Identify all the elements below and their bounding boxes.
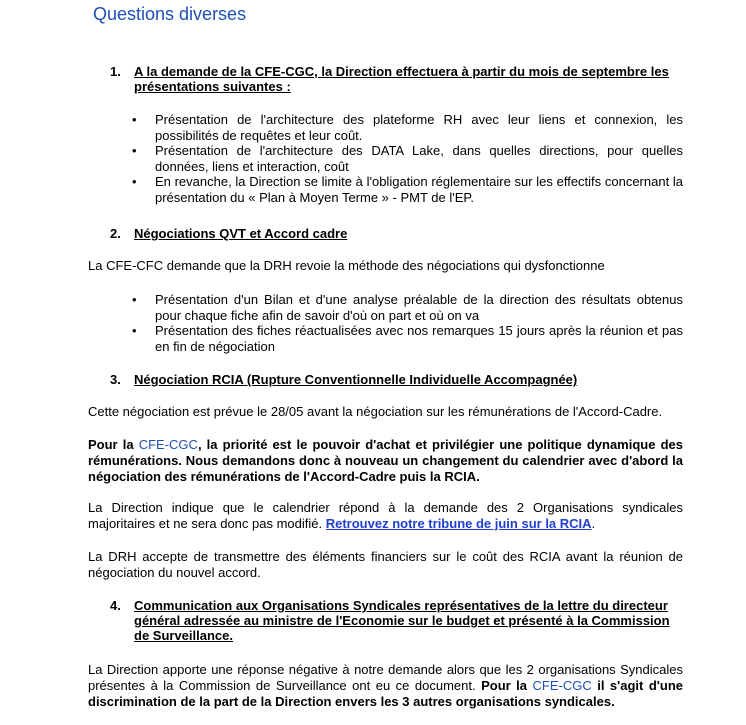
- item-3-number: 3.: [110, 372, 121, 387]
- bullet-icon: •: [132, 174, 137, 189]
- item-3-paragraph-2: Pour la CFE-CGC, la priorité est le pouvoir d'achat et privilégier une politique dynamique des rémunérations. Nous demandons donc à nouveau un changement du calendrier avec d'abord la négociation des rémunérations de l'Accord-Cadre puis la RCIA.: [88, 437, 683, 484]
- item-2-heading-text: Négociations QVT et Accord cadre: [134, 226, 348, 241]
- bullet-icon: •: [132, 292, 137, 307]
- item-1-number: 1.: [110, 64, 121, 79]
- list-item: • Présentation d'un Bilan et d'une analyse préalable de la direction des résultats obtenus pour chaque fiche afin de savoir d'où on part et où on va: [132, 292, 683, 323]
- bullet-icon: •: [132, 323, 137, 338]
- bullet-icon: •: [132, 112, 137, 127]
- cfe-cgc-highlight: CFE-CGC: [138, 437, 198, 452]
- section-title: Questions diverses: [93, 4, 247, 24]
- list-item: • Présentation de l'architecture des plateforme RH avec leur liens et connexion, les possibilités de requêtes et leur coût.: [132, 112, 683, 143]
- item-1-heading-text: A la demande de la CFE-CGC, la Direction effectuera à partir du mois de septembre les présentations suivantes :: [134, 64, 669, 94]
- item-4-heading: [110, 598, 685, 643]
- item-4-heading-text: Communication aux Organisations Syndicales représentatives de la lettre du directeur général adressée au ministre de l'Economie sur le budget et présenté à la Commission de Surveillance.: [134, 598, 670, 643]
- cfe-cgc-highlight: CFE-CGC: [532, 678, 592, 693]
- item-3-paragraph-1: Cette négociation est prévue le 28/05 avant la négociation sur les rémunérations de l'Accord-Cadre.: [88, 404, 663, 419]
- item-4-number: 4.: [110, 598, 121, 613]
- item-3-heading: [110, 372, 685, 387]
- list-item: • Présentation des fiches réactualisées avec nos remarques 15 jours après la réunion et pas en fin de négociation: [132, 323, 683, 354]
- item-2-intro: La CFE-CFC demande que la DRH revoie la méthode des négociations qui dysfonctionne: [88, 258, 605, 273]
- item-3-heading-text: Négociation RCIA (Rupture Conventionnelle Individuelle Accompagnée): [134, 372, 578, 387]
- rcia-tribune-link[interactable]: Retrouvez notre tribune de juin sur la RCIA: [325, 516, 592, 531]
- bullet-icon: •: [132, 143, 137, 158]
- item-2-number: 2.: [110, 226, 121, 241]
- list-item: • Présentation de l'architecture des DATA Lake, dans quelles directions, pour quelles données, liens et interaction, coût: [132, 143, 683, 174]
- item-2-bullet-list: [130, 292, 683, 354]
- list-item: • En revanche, la Direction se limite à l'obligation réglementaire sur les effectifs concernant la présentation du « Plan à Moyen Terme » - PMT de l'EP.: [132, 174, 683, 205]
- item-3-paragraph-4: La DRH accepte de transmettre des éléments financiers sur le coût des RCIA avant la réunion de négociation du nouvel accord.: [88, 549, 683, 580]
- item-1-heading: [110, 64, 685, 94]
- item-3-paragraph-3: La Direction indique que le calendrier répond à la demande des 2 Organisations syndicales majoritaires et ne sera donc pas modifié. Retrouvez notre tribune de juin sur la RCIA.: [88, 500, 683, 531]
- item-4-paragraph-1: La Direction apporte une réponse négative à notre demande alors que les 2 organisations Syndicales présentes à la Commission de Surveillance ont eu ce document. Pour la CFE-CGC il s'agit d'une discrimination de la part de la Direction envers les 3 autres organisations syndicales.: [88, 662, 683, 709]
- item-2-heading: [110, 226, 685, 241]
- item-1-bullet-list: [130, 112, 683, 205]
